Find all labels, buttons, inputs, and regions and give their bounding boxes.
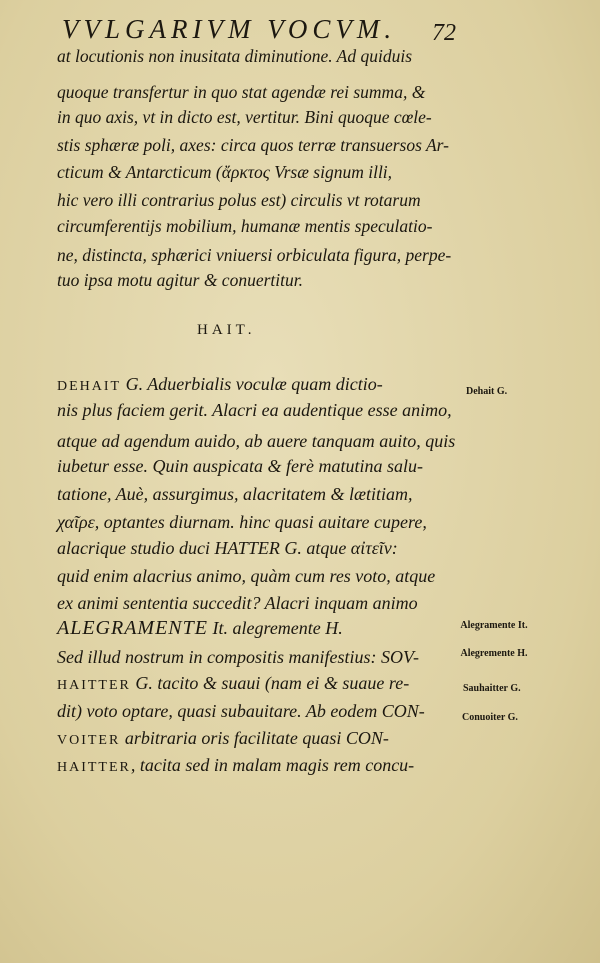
text-line: DEHAIT G. Aduerbialis voculæ quam dictio- [57,374,383,394]
text-line: circumferentijs mobilium, humanæ mentis speculatio- [57,216,433,236]
text-line: iubetur esse. Quin auspicata & ferè matutina salu- [57,456,423,476]
text-line: quoque transfertur in quo stat agendæ rei summa, & [57,82,426,102]
text-line: at locutionis non inusitata diminutione. Ad quiduis [57,46,413,66]
text-line: HAITTER G. tacito & suaui (nam ei & suaue re- [57,673,410,693]
text-line: tatione, Auè, assurgimus, alacritatem & lætitiam, [57,484,413,504]
text-line: in quo axis, vt in dicto est, vertitur. Bini quoque cœle- [57,107,432,127]
page-number: 72 [432,20,456,46]
text-line: HAITTER, tacita sed in malam magis rem concu- [57,755,415,775]
text-line: alacrique studio duci HATTER G. atque αἰτεῖν: [57,538,398,558]
text-line: tuo ipsa motu agitur & conuertitur. [57,270,303,290]
marginal-note: Sauhaitter G. [463,683,521,694]
text-line: VOITER arbitraria oris facilitate quasi CON- [57,728,389,748]
text-line: hic vero illi contrarius polus est) circulis vt rotarum [57,190,421,210]
text-line: nis plus faciem gerit. Alacri ea audentique esse animo, [57,400,452,420]
text-line: ex animi sententia succedit? Alacri inquam animo [57,593,418,613]
text-line: quid enim alacrius animo, quàm cum res voto, atque [57,566,436,586]
text-line: stis sphæræ poli, axes: circa quos terræ transuersos Ar- [57,135,449,155]
text-line: Sed illud nostrum in compositis manifestius: SOV- [57,647,419,667]
marginal-note: Dehait G. [466,386,508,397]
marginal-note: Alegramente It. [460,620,528,631]
text-line: atque ad agendum auido, ab auere tanquam auito, quis [57,431,456,451]
text-line: dit) voto optare, quasi subauitare. Ab eodem CON- [57,701,425,721]
running-head: VVLGARIVM VOCVM. [62,14,397,44]
text-line: ALEGRAMENTE It. alegremente H. [57,617,343,639]
text-line: χαῖρε, optantes diurnam. hinc quasi auitare cupere, [57,512,427,532]
marginal-note: Conuoiter G. [462,712,518,723]
marginal-note: Alegremente H. [460,648,528,659]
section-heading: HAIT. [197,322,256,338]
text-line: ne, distincta, sphærici vniuersi orbiculata figura, perpe- [57,245,452,265]
text-line: cticum & Antarcticum (ἄρκτος Vrsæ signum illi, [57,162,393,182]
